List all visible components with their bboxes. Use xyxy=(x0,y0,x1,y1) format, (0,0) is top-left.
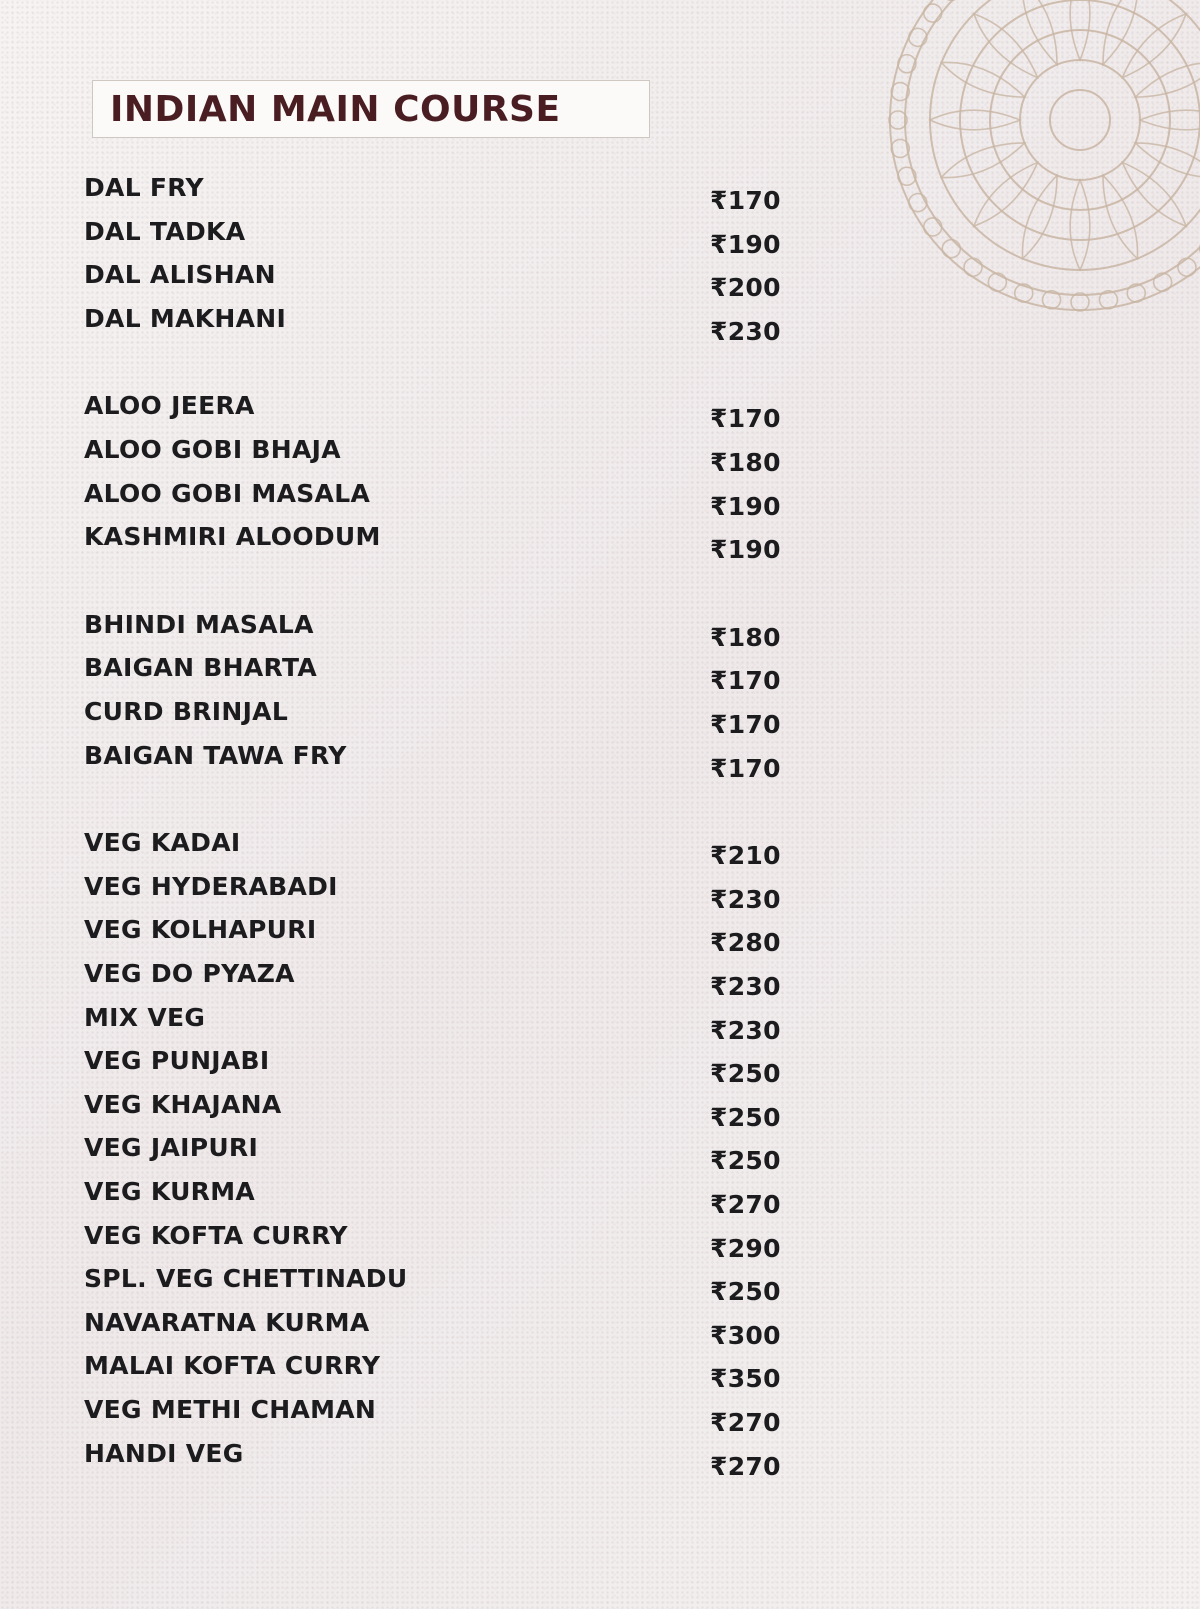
menu-item xyxy=(0,872,1200,912)
menu-item xyxy=(0,260,1200,303)
menu-item xyxy=(0,1003,1200,1043)
menu-item-name: BAIGAN TAWA FRY xyxy=(84,740,347,770)
menu-item-price: ₹230 xyxy=(710,884,781,914)
menu-item-price: ₹190 xyxy=(710,229,781,259)
menu-item-price: ₹170 xyxy=(710,710,781,739)
menu-item xyxy=(0,173,1200,213)
menu-item xyxy=(0,959,1200,999)
menu-item-name: VEG HYDERABADI xyxy=(84,871,338,901)
menu-item-price: ₹270 xyxy=(710,1451,781,1481)
menu-item xyxy=(0,1177,1200,1217)
menu-item-price: ₹230 xyxy=(710,316,781,346)
menu-item-name: HANDI VEG xyxy=(84,1438,244,1468)
menu-item-price: ₹170 xyxy=(710,666,781,696)
menu-item xyxy=(0,217,1200,257)
menu-item-price: ₹250 xyxy=(710,1146,781,1176)
menu-item-name: NAVARATNA KURMA xyxy=(84,1307,370,1337)
menu-item xyxy=(0,610,1200,650)
menu-item-name: DAL MAKHANI xyxy=(84,303,287,333)
menu-item-price: ₹250 xyxy=(710,1059,781,1089)
menu-item xyxy=(0,1046,1200,1089)
menu-item-price: ₹290 xyxy=(710,1233,781,1263)
menu-item-price: ₹170 xyxy=(710,404,781,434)
menu-item-price: ₹190 xyxy=(710,491,781,521)
menu-item-price: ₹180 xyxy=(710,448,781,477)
menu-item-price: ₹180 xyxy=(710,622,781,652)
menu-item xyxy=(0,1090,1200,1130)
menu-item-price: ₹200 xyxy=(710,273,781,303)
menu-item xyxy=(0,1308,1200,1348)
menu-item-price: ₹190 xyxy=(710,535,781,565)
menu-item-price: ₹280 xyxy=(710,928,781,958)
menu-item-name: MIX VEG xyxy=(84,1002,206,1032)
menu-item-name: VEG KHAJANA xyxy=(84,1089,282,1119)
menu-item-price: ₹230 xyxy=(710,1015,781,1045)
menu-item xyxy=(0,435,1200,475)
menu-item xyxy=(0,1351,1200,1394)
menu-item-name: VEG KURMA xyxy=(84,1177,256,1206)
menu-item-name: ALOO GOBI MASALA xyxy=(84,478,371,508)
menu-item xyxy=(0,653,1200,696)
menu-item-price: ₹230 xyxy=(710,972,781,1001)
menu-item-price: ₹350 xyxy=(710,1364,781,1394)
menu-item-price: ₹250 xyxy=(710,1102,781,1132)
menu-title: INDIAN MAIN COURSE xyxy=(110,89,561,130)
menu-item-price: ₹270 xyxy=(710,1190,781,1219)
menu-item-name: VEG KOFTA CURRY xyxy=(84,1220,348,1250)
menu-item-name: VEG DO PYAZA xyxy=(84,959,295,988)
menu-item xyxy=(0,391,1200,434)
menu-item-name: BAIGAN BHARTA xyxy=(84,653,318,683)
menu-item xyxy=(0,1264,1200,1307)
menu-item-name: VEG METHI CHAMAN xyxy=(84,1395,377,1424)
menu-item xyxy=(0,915,1200,958)
menu-item-name: ALOO GOBI BHAJA xyxy=(84,435,341,464)
menu-item xyxy=(0,1439,1200,1479)
menu-item xyxy=(0,522,1200,565)
menu-item xyxy=(0,479,1200,519)
menu-item-price: ₹210 xyxy=(710,841,781,871)
menu-item-name: MALAI KOFTA CURRY xyxy=(84,1351,381,1381)
menu-item-name: CURD BRINJAL xyxy=(84,697,289,726)
menu-item-name: BHINDI MASALA xyxy=(84,609,314,639)
menu-item-name: ALOO JEERA xyxy=(84,391,255,421)
menu-item xyxy=(0,1133,1200,1176)
menu-item-name: DAL ALISHAN xyxy=(84,260,276,290)
menu-item xyxy=(0,304,1200,344)
menu-item xyxy=(0,741,1200,781)
menu-item xyxy=(0,1221,1200,1261)
menu-item-name: VEG KADAI xyxy=(84,828,241,858)
menu-item-price: ₹250 xyxy=(710,1277,781,1307)
menu-item-price: ₹170 xyxy=(710,186,781,215)
menu-item xyxy=(0,1395,1200,1435)
menu-item xyxy=(0,697,1200,737)
menu-item-name: VEG JAIPURI xyxy=(84,1133,259,1163)
menu-item-name: DAL TADKA xyxy=(84,216,246,246)
menu-item-price: ₹170 xyxy=(710,753,781,783)
menu-item-name: KASHMIRI ALOODUM xyxy=(84,522,381,552)
menu-item-name: SPL. VEG CHETTINADU xyxy=(84,1264,408,1294)
menu-item-price: ₹270 xyxy=(710,1408,781,1437)
menu-item-name: VEG KOLHAPURI xyxy=(84,915,317,945)
menu-item-name: DAL FRY xyxy=(84,173,204,202)
menu-item xyxy=(0,828,1200,871)
menu-item-name: VEG PUNJABI xyxy=(84,1046,270,1076)
menu-item-price: ₹300 xyxy=(710,1320,781,1350)
